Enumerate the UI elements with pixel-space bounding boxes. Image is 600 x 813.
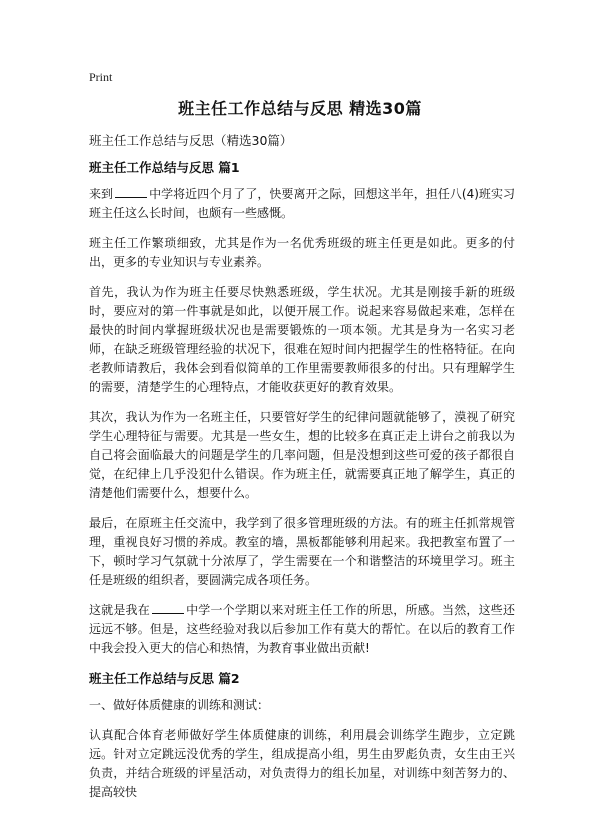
fill-blank — [152, 601, 184, 614]
paragraph: 认真配合体育老师做好学生体质健康的训练，利用晨会训练学生跑步，立定跳远。针对立定跳远没优秀的学生，组成提高小组，男生由罗彪负责，女生由王兴负责，并结合班级的评星活动，对负责得力的组长加星，对训练中刻苦努力的、提高较快 — [89, 728, 515, 799]
section-heading-1: 班主任工作总结与反思 篇1 — [89, 160, 240, 175]
paragraph: 首先，我认为作为班主任要尽快熟悉班级，学生状况。尤其是刚接手新的班级时，要应对的第一件事就是如此，以便开展工作。说起来容易做起来难，怎样在最快的时间内掌握班级状况也是需要锻炼的一项本领。尤其是身为一名实习老师，在缺乏班级管理经验的状况下，很难在短时间内把握学生的性格特征。在向老教师请教后，我体会到看似简单的工作里需要教师很多的付出。只有理解学生的需要，清楚学生的心理特点，才能收获更好的教育效果。 — [89, 285, 515, 394]
paragraph-text: 中学一个学期以来对班主任工作的所思，所感。当然，这些还远远不够。但是，这些经验对我以后参加工作有莫大的帮忙。在以后的教育工作中我会投入更大的信心和热情，为教育事业做出贡献! — [89, 603, 515, 655]
section-heading-2: 班主任工作总结与反思 篇2 — [89, 671, 240, 686]
paragraph — [89, 185, 515, 223]
paragraph-text: 中学将近四个月了了，快要离开之际，回想这半年，担任八(4)班实习班主任这么长时间，也颇有一些感慨。 — [89, 187, 515, 220]
paragraph: 最后，在原班主任交流中，我学到了很多管理班级的方法。有的班主任抓常规管理，重视良好习惯的养成。教室的墙，黑板都能够利用起来。我把教室布置了一下，顿时学习气氛就十分浓厚了，学生需要在一个和谐整洁的环境里学习。班主任是班级的组织者，要圆满完成各项任务。 — [89, 516, 515, 587]
fill-blank — [115, 185, 147, 198]
page-title: 班主任工作总结与反思 精选30篇 — [178, 99, 422, 118]
print-label[interactable]: Print — [89, 70, 113, 84]
paragraph: 一、做好体质健康的训练和测试： — [89, 698, 270, 712]
paragraph-text: 这就是我在 — [89, 603, 150, 617]
paragraph: 班主任工作繁琐细致，尤其是作为一名优秀班级的班主任更是如此。更多的付出，更多的专业知识与专业素养。 — [89, 236, 515, 269]
document-subtitle: 班主任工作总结与反思（精选30篇） — [89, 133, 293, 148]
paragraph — [89, 601, 515, 658]
paragraph-text: 来到 — [89, 187, 114, 201]
document-body — [89, 131, 515, 813]
paragraph: 其次，我认为作为一名班主任，只要管好学生的纪律问题就能够了，漠视了研究学生心理特征与需要。尤其是一些女生，想的比较多在真正走上讲台之前我以为自己将会面临最大的问题是学生的几率问题，但是没想到这些可爱的孩子都很自觉，在纪律上几乎没犯什么错误。作为班主任，就需要真正地了解学生，真正的清楚他们需要什么，想要什么。 — [89, 410, 515, 500]
